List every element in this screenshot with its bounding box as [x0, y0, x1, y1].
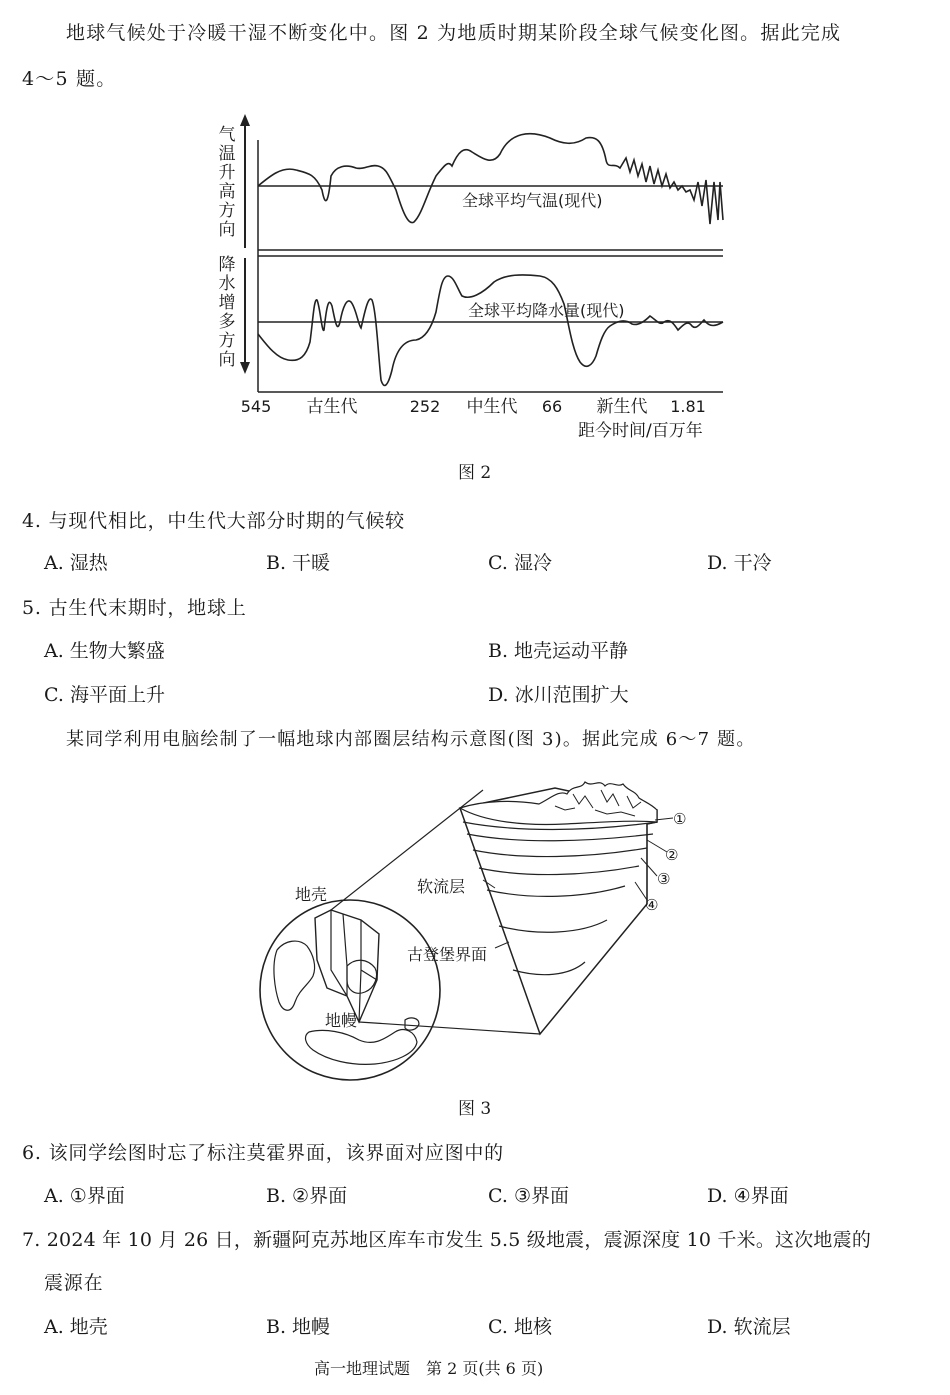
axis-label-char: 气: [218, 125, 238, 145]
climate-change-chart: [200, 110, 760, 445]
question-5-option-d: D. 冰川范围扩大: [488, 684, 629, 706]
intro-line-2: 4～5 题。: [22, 68, 117, 90]
question-6-option-a: A. ①界面: [44, 1185, 125, 1207]
block-outline: [460, 788, 657, 1034]
axis-label-char: 温: [218, 144, 238, 164]
question-4-stem: 4. 与现代相比，中生代大部分时期的气候较: [22, 510, 405, 532]
question-4-option-b: B. 干暖: [266, 552, 331, 574]
intro-2: 某同学利用电脑绘制了一幅地球内部圈层结构示意图(图 3)。据此完成 6～7 题。: [66, 729, 756, 750]
axis-label-char: 向: [218, 350, 238, 370]
axis-label-char: 向: [218, 220, 238, 240]
axis-label-char: 多: [218, 312, 238, 332]
layer-number-4: ④: [645, 896, 659, 914]
precip-axis-arrow: [240, 362, 250, 374]
temp-axis-label: [219, 125, 238, 240]
era-label: 古生代: [306, 397, 358, 417]
question-5-option-a: A. 生物大繁盛: [44, 640, 165, 662]
question-4-option-c: C. 湿冷: [488, 552, 552, 574]
era-label: 中生代: [466, 397, 518, 417]
axis-label-char: 水: [218, 274, 238, 294]
era-label: 新生代: [596, 397, 648, 417]
temp-axis-arrow: [240, 114, 250, 126]
leader-line-gutenberg: [495, 942, 509, 948]
question-4-option-a: A. 湿热: [44, 552, 108, 574]
gutenberg-label: 古登堡界面: [407, 945, 488, 964]
axis-label-char: 高: [218, 182, 238, 202]
temperature-series-line: [258, 134, 723, 224]
question-7-stem-line-2: 震源在: [44, 1272, 104, 1294]
question-7-option-d: D. 软流层: [707, 1316, 791, 1338]
question-5-option-c: C. 海平面上升: [44, 684, 165, 706]
asthenosphere-label: 软流层: [417, 877, 466, 896]
question-6-option-b: B. ②界面: [266, 1185, 348, 1207]
axis-label-char: 增: [218, 293, 238, 313]
x-tick-label: 66: [541, 397, 563, 416]
question-7-option-b: B. 地幔: [266, 1316, 331, 1338]
precip-axis-label: [219, 255, 238, 370]
temp-reference-label: 全球平均气温(现代): [462, 191, 603, 210]
crust-label: 地壳: [295, 885, 328, 904]
question-7-stem-line-1: 7. 2024 年 10 月 26 日，新疆阿克苏地区库车市发生 5.5 级地震，震源深度 10 千米。这次地震的: [22, 1229, 872, 1251]
axis-label-char: 方: [218, 331, 238, 351]
x-tick-label: 545: [240, 397, 272, 416]
earth-interior-diagram: [255, 770, 705, 1090]
precipitation-series-line: [258, 275, 723, 386]
axis-label-char: 降: [218, 255, 238, 275]
question-5-option-b: B. 地壳运动平静: [488, 640, 629, 662]
question-7-option-c: C. 地核: [488, 1316, 552, 1338]
question-5-stem: 5. 古生代末期时，地球上: [22, 597, 247, 619]
page-footer: 高一地理试题 第 2 页(共 6 页): [314, 1359, 544, 1378]
figure-2-caption: 图 2: [458, 463, 492, 483]
axis-label-char: 方: [218, 201, 238, 221]
x-axis-label: 距今时间/百万年: [578, 421, 703, 441]
layer-number-3: ③: [657, 870, 671, 888]
question-6-stem: 6. 该同学绘图时忘了标注莫霍界面，该界面对应图中的: [22, 1142, 504, 1164]
question-7-option-a: A. 地壳: [44, 1316, 108, 1338]
precip-reference-label: 全球平均降水量(现代): [468, 301, 625, 320]
x-tick-label: 1.81: [670, 397, 706, 416]
question-6-option-d: D. ④界面: [707, 1185, 789, 1207]
layer-number-1: ①: [673, 810, 687, 828]
mantle-label: 地幔: [325, 1011, 358, 1030]
figure-3-caption: 图 3: [458, 1099, 492, 1119]
layer-number-2: ②: [665, 846, 679, 864]
question-4-option-d: D. 干冷: [707, 552, 772, 574]
intro-line-1: 地球气候处于冷暖干湿不断变化中。图 2 为地质时期某阶段全球气候变化图。据此完成: [66, 22, 842, 44]
question-6-option-c: C. ③界面: [488, 1185, 569, 1207]
leader-line-2: [647, 840, 667, 852]
x-tick-label: 252: [409, 397, 441, 416]
axis-label-char: 升: [218, 163, 238, 183]
